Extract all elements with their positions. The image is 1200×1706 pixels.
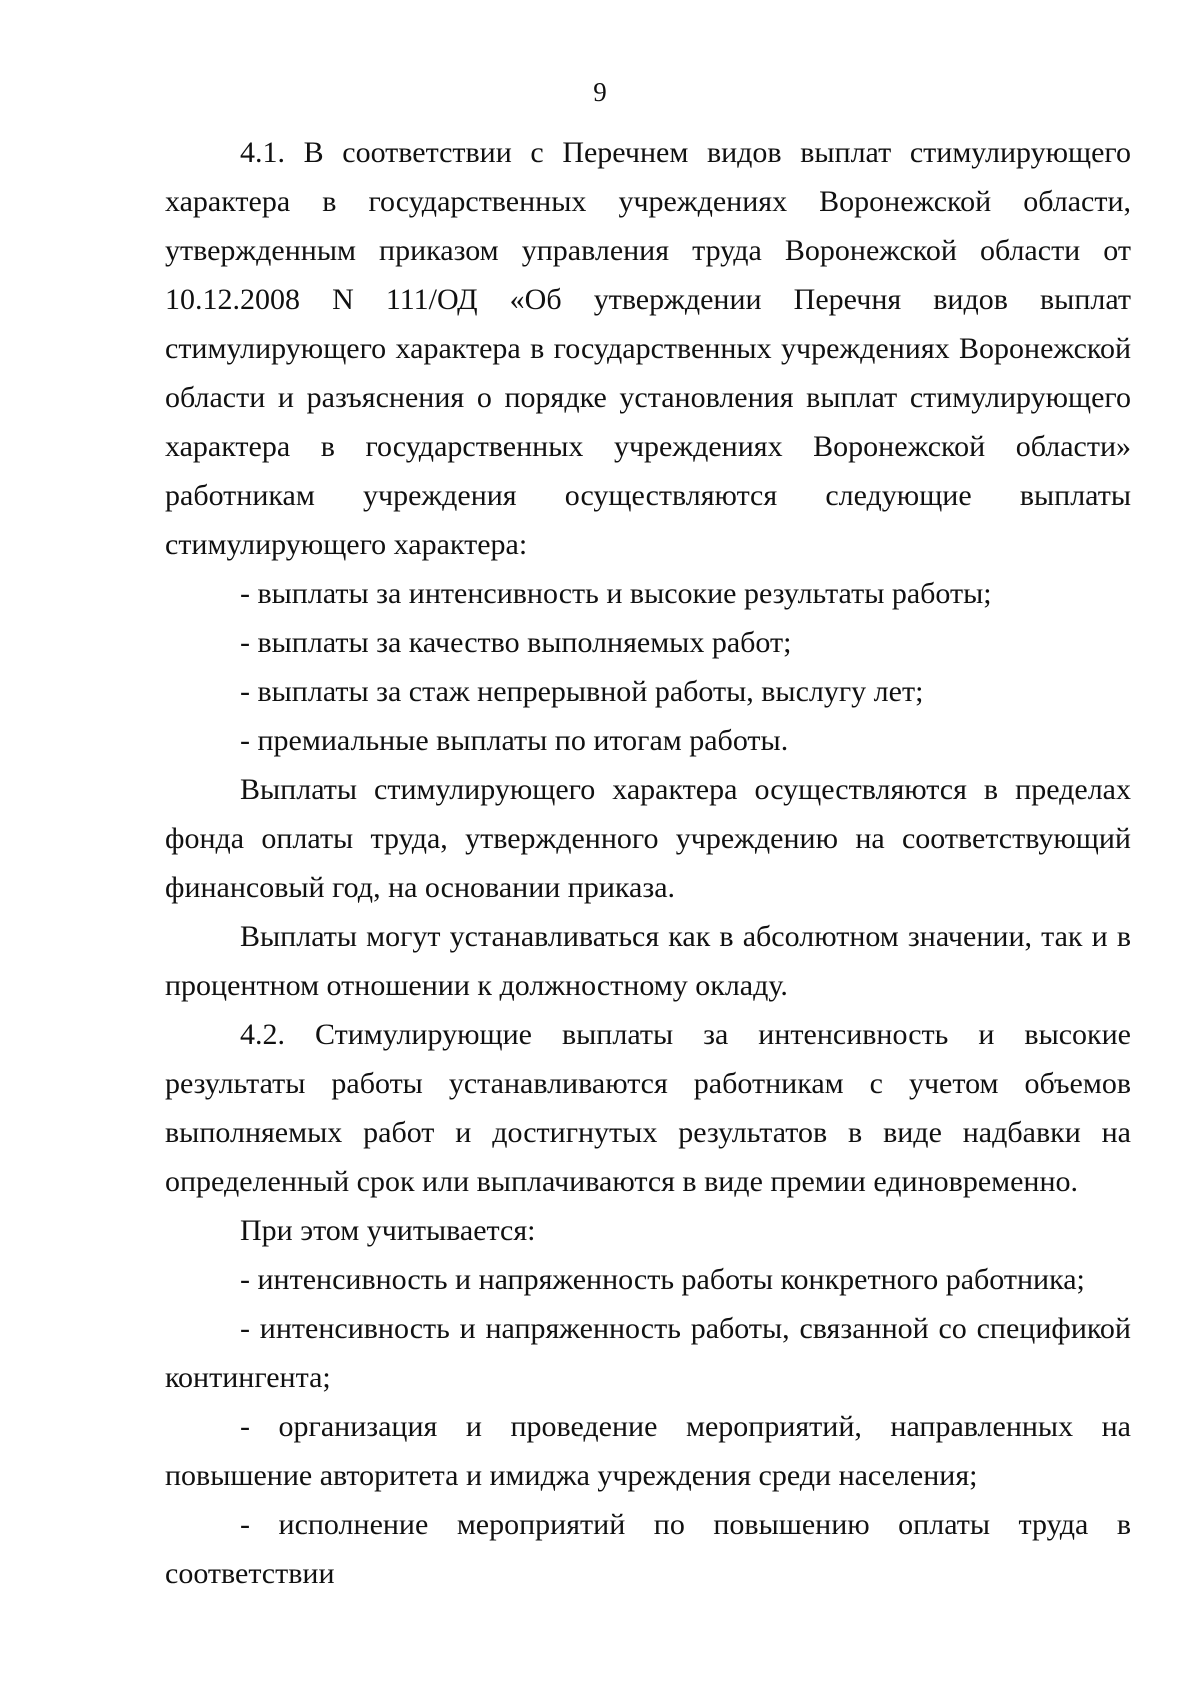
list-item-quality-payments: - выплаты за качество выполняемых работ; — [240, 626, 792, 659]
list-item-pay-increase-measures: - исполнение мероприятий по повышению оплаты труда в соответствии — [165, 1508, 1131, 1590]
list-item-intensity-payments: - выплаты за интенсивность и высокие результаты работы; — [240, 577, 992, 610]
paragraph-4-1: 4.1. В соответствии с Перечнем видов выплат стимулирующего характера в государственных учреждениях Воронежской области, утвержденным приказом управления труда Воронежской области от 10.12.2008 N 111/ОД «Об утверждении Перечня видов выплат стимулирующего характера в государственных учреждениях Воронежской области и разъяснения о порядке установления выплат стимулирующего характера в государственных учреждениях Воронежской области» работникам учреждения осуществляются следующие выплаты стимулирующего характера: — [165, 136, 1131, 561]
list-item-employee-intensity: - интенсивность и напряженность работы конкретного работника; — [240, 1263, 1085, 1296]
list-item-events-organization: - организация и проведение мероприятий, направленных на повышение авторитета и имиджа учреждения среди населения; — [165, 1410, 1131, 1492]
document-body — [165, 128, 1131, 1598]
page-number: 9 — [593, 77, 607, 107]
list-item-contingent-intensity: - интенсивность и напряженность работы, связанной со спецификой контингента; — [165, 1312, 1131, 1394]
list-item-seniority-payments: - выплаты за стаж непрерывной работы, выслугу лет; — [240, 675, 924, 708]
paragraph-criteria-intro: При этом учитывается: — [240, 1214, 536, 1247]
paragraph-payment-form: Выплаты могут устанавливаться как в абсолютном значении, так и в процентном отношении к должностному окладу. — [165, 920, 1131, 1002]
paragraph-payment-fund: Выплаты стимулирующего характера осуществляются в пределах фонда оплаты труда, утвержденного учреждению на соответствующий финансовый год, на основании приказа. — [165, 773, 1131, 904]
list-item-bonus-payments: - премиальные выплаты по итогам работы. — [240, 724, 789, 757]
paragraph-4-2: 4.2. Стимулирующие выплаты за интенсивность и высокие результаты работы устанавливаются работникам с учетом объемов выполняемых работ и достигнутых результатов в виде надбавки на определенный срок или выплачиваются в виде премии единовременно. — [165, 1018, 1131, 1198]
